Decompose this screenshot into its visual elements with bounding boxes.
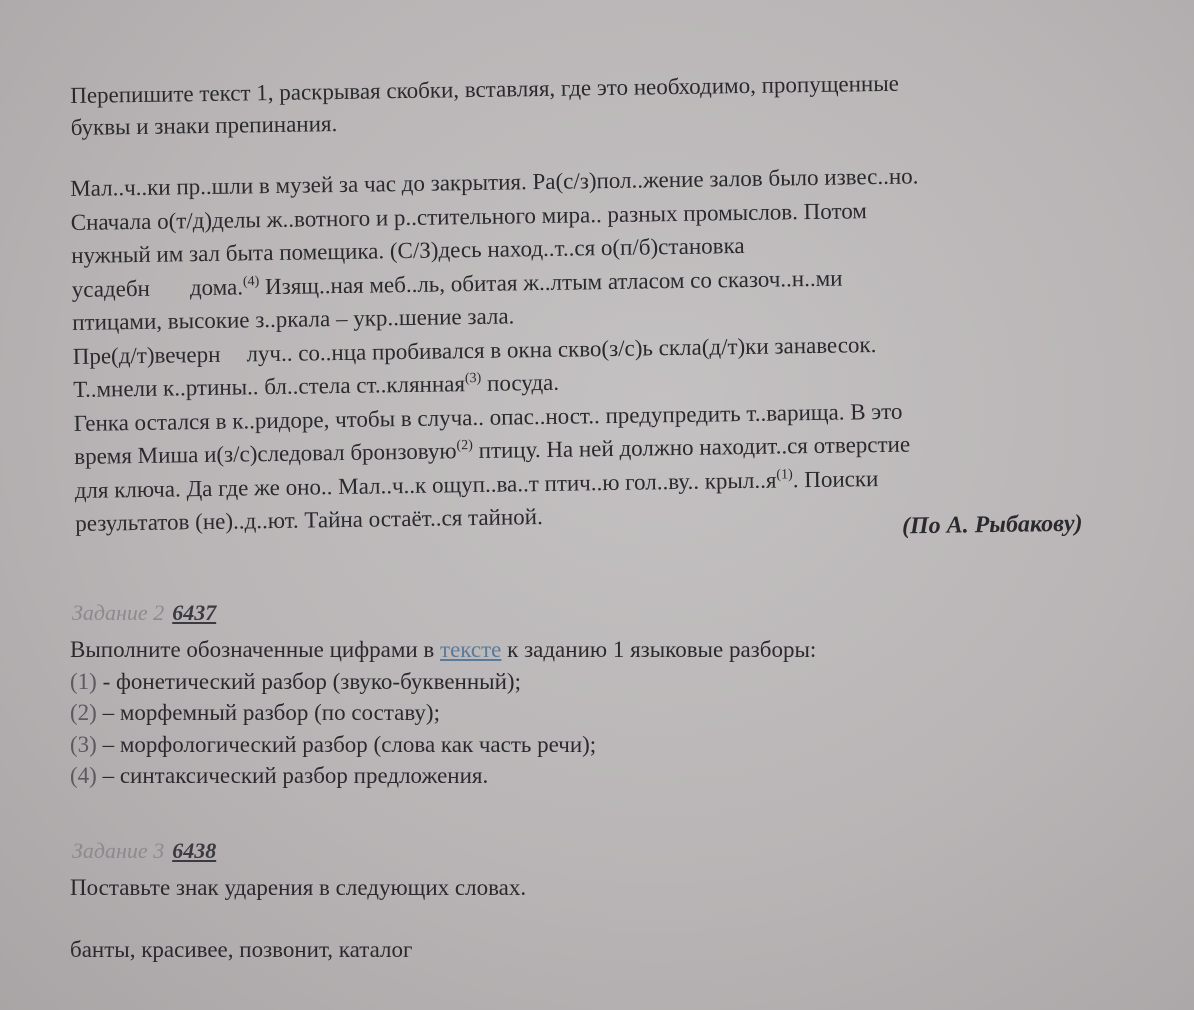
task2-intro-text: Выполните обозначенные цифрами в bbox=[70, 637, 441, 662]
item-text: – морфемный разбор (по составу); bbox=[96, 700, 440, 725]
text-fragment: время Миша и(з/с)следовал бронзовую bbox=[74, 438, 457, 469]
analysis-item-3 bbox=[70, 729, 1130, 761]
text-fragment: Т..мнели к..ртины.. бл..стела ст..клянная bbox=[73, 371, 466, 402]
task2-number-link[interactable]: 6437 bbox=[172, 600, 217, 625]
text-line-2: Сначала о(т/д)делы ж..вотного и р..стительного мира.. разных промыслов. Потом bbox=[70, 197, 868, 235]
task2-body bbox=[70, 634, 1130, 792]
attribution: (По А. Рыбакову) bbox=[901, 510, 1083, 540]
task1-text bbox=[70, 156, 1135, 540]
text-line-11: результатов (не)..д..ют. Тайна остаёт..ся тайной. bbox=[75, 504, 543, 536]
task3-number-link[interactable]: 6438 bbox=[172, 838, 217, 863]
text-line-5: птицами, высокие з..ркала – укр..шение зала. bbox=[72, 303, 515, 335]
task2-intro bbox=[70, 634, 1130, 666]
text-line-8: Генка остался в к..ридоре, чтобы в случа.. опас..ност.. предупредить т..варища. В это bbox=[73, 398, 903, 436]
item-text: - фонетический разбор (звуко-буквенный); bbox=[96, 668, 521, 694]
text-fragment: для ключа. Да где же оно.. Мал..ч..к ощуп..ва..т птич..ю гол..ву.. крыл..я bbox=[74, 467, 777, 503]
task3-instruction: Поставьте знак ударения в следующих словах. bbox=[70, 875, 527, 900]
item-number: (4) bbox=[70, 763, 97, 788]
analysis-item-1 bbox=[70, 666, 1130, 698]
analysis-item-2 bbox=[70, 697, 1130, 729]
task3-header bbox=[72, 838, 216, 864]
task1-instruction-line-2: буквы и знаки препинания. bbox=[70, 111, 338, 140]
text-fragment: птицу. На ней должно находит..ся отверстие bbox=[472, 431, 911, 464]
task2-header bbox=[72, 600, 216, 626]
task2-label: Задание 2 bbox=[72, 600, 165, 625]
text-fragment: Изящ..ная меб..ль, обитая ж..лтым атласом со сказоч..н..ми bbox=[259, 265, 843, 299]
task3-label: Задание 3 bbox=[72, 838, 165, 863]
item-text: – морфологический разбор (слова как часть речи); bbox=[96, 731, 597, 757]
analysis-item-4 bbox=[70, 760, 1130, 792]
text-fragment: усадебн bbox=[71, 275, 151, 302]
marker-4: (4) bbox=[242, 273, 260, 289]
item-text: – синтаксический разбор предложения. bbox=[96, 763, 489, 788]
task1-instruction bbox=[70, 64, 1131, 144]
marker-2: (2) bbox=[456, 438, 473, 454]
text-line-1: Мал..ч..ки пр..шли в музей за час до закрытия. Ра(с/з)пол..жение залов было извес..но. bbox=[70, 163, 919, 201]
item-number: (3) bbox=[70, 731, 97, 757]
text-fragment: луч.. со..нца пробивался в окна скво(з/с)ь скла(д/т)ки занавесок. bbox=[246, 331, 877, 366]
marker-3: (3) bbox=[464, 370, 482, 387]
marker-1: (1) bbox=[776, 466, 793, 483]
text-fragment: посуда. bbox=[481, 369, 560, 396]
task1-instruction-line-1: Перепишите текст 1, раскрывая скобки, вставляя, где это необходимо, пропущенные bbox=[70, 70, 900, 108]
text-fragment: . Поиски bbox=[792, 465, 879, 492]
item-number: (1) bbox=[70, 668, 97, 694]
task2-intro-text: к заданию 1 языковые разборы: bbox=[501, 637, 817, 662]
text-fragment: Пре(д/т)вечерн bbox=[72, 341, 221, 369]
text-line-3: нужный им зал быта помещика. (С/З)десь наход..т..ся о(п/б)становка bbox=[71, 233, 745, 268]
text-link[interactable]: тексте bbox=[440, 637, 502, 662]
item-number: (2) bbox=[70, 700, 97, 725]
text-fragment: дома. bbox=[189, 273, 244, 300]
task3-words: банты, красивее, позвонит, каталог bbox=[70, 937, 413, 962]
